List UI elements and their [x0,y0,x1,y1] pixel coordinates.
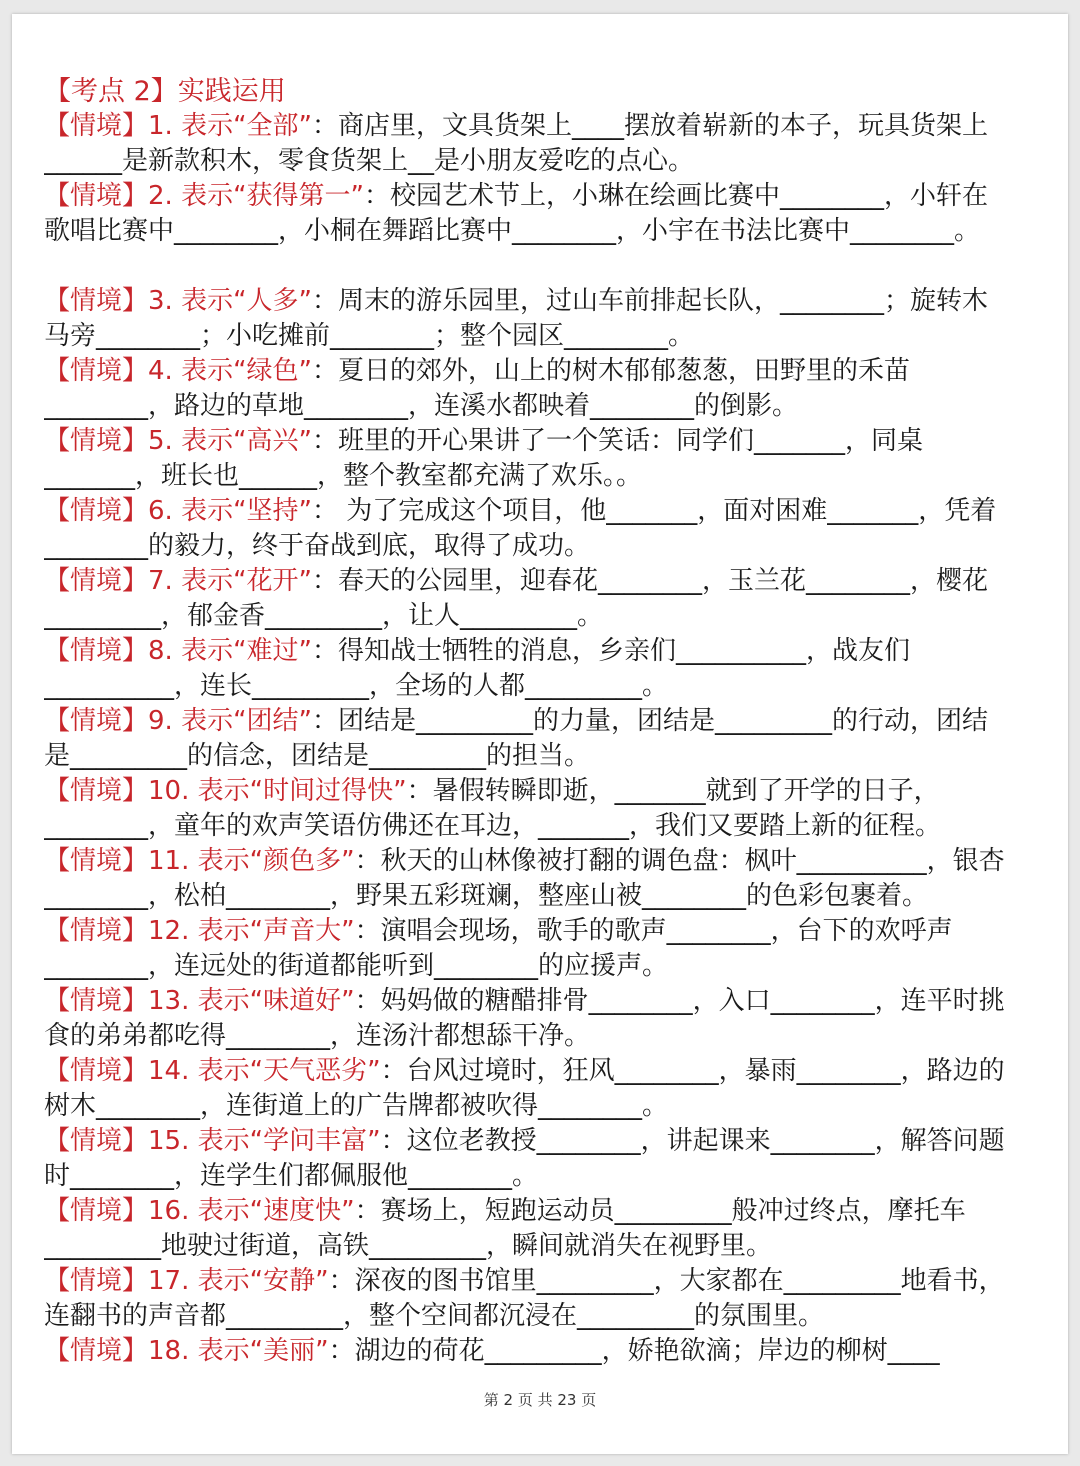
scenario-item [44,494,1012,564]
scenario-text: ：团结是_________的力量，团结是_________的行动，团结是_________的信念，团结是_________的担当。 [44,706,989,771]
scenario-label: 7. 表示“花开” [148,566,313,596]
heading-title: 实践运用 [177,76,286,107]
scenario-label: 15. 表示“学问丰富” [148,1126,381,1156]
scenario-tag: 【情境】 [44,846,149,876]
scenario-text: ：班里的开心果讲了一个笑话：同学们_______，同桌_______，班长也______，整个教室都充满了欢乐。。 [44,426,924,491]
scenario-text: ：暑假转瞬即逝，_______就到了开学的日子，________，童年的欢声笑语仿佛还在耳边，_______，我们又要踏上新的征程。 [44,776,942,841]
scenario-tag: 【情境】 [44,286,149,316]
scenario-text: ：妈妈做的糖醋排骨________，入口________，连平时挑食的弟弟都吃得________，连汤汁都想舔干净。 [44,986,1005,1051]
scenario-tag: 【情境】 [44,1196,149,1226]
scenario-text: ：赛场上，短跑运动员_________般冲过终点，摩托车_________地驶过街道，高铁_________，瞬间就消失在视野里。 [44,1196,966,1261]
scenario-label: 14. 表示“天气恶劣” [148,1056,381,1086]
scenario-item [44,634,1012,704]
scenario-label: 13. 表示“味道好” [148,986,355,1016]
scenario-label: 8. 表示“难过” [148,636,313,666]
scenario-label: 9. 表示“团结” [148,706,313,736]
scenario-text: ：夏日的郊外，山上的树木郁郁葱葱，田野里的禾苗________，路边的草地________，连溪水都映着________的倒影。 [44,356,911,421]
scenario-label: 6. 表示“坚持” [148,496,313,526]
scenario-tag: 【情境】 [44,1266,149,1296]
scenario-item [44,1054,1012,1124]
scenario-text: ：演唱会现场，歌手的歌声________，台下的欢呼声________，连远处的街道都能听到________的应援声。 [44,916,953,981]
scenario-item [44,914,1012,984]
scenario-label: 16. 表示“速度快” [148,1196,355,1226]
scenario-label: 18. 表示“美丽” [148,1336,329,1366]
scenario-item [44,564,1012,634]
scenario-text: ：商店里，文具货架上____摆放着崭新的本子，玩具货架上______是新款积木，零食货架上__是小朋友爱吃的点心。 [44,111,989,176]
scenario-text: ：台风过境时，狂风________，暴雨________，路边的树木________，连街道上的广告牌都被吹得________。 [44,1056,1005,1121]
scenario-tag: 【情境】 [44,706,149,736]
scenario-item [44,844,1012,914]
scenario-label: 10. 表示“时间过得快” [148,776,407,806]
scenario-text: ：得知战士牺牲的消息，乡亲们__________，战友们__________，连长_________，全场的人都_________。 [44,636,911,701]
scenario-label: 2. 表示“获得第一” [148,181,365,211]
scenario-tag: 【情境】 [44,1126,149,1156]
scenario-item [44,284,1012,354]
scenario-label: 11. 表示“颜色多” [148,846,355,876]
scenario-label: 3. 表示“人多” [148,286,313,316]
scenario-item [44,354,1012,424]
scenario-text: ：秋天的山林像被打翻的调色盘：枫叶__________，银杏________，松柏________，野果五彩斑斓，整座山被________的色彩包裹着。 [44,846,1005,911]
scenario-label: 5. 表示“高兴” [148,426,313,456]
scenario-item [44,1264,1012,1334]
scenario-item [44,424,1012,494]
heading-bracket: 【考点 2】 [44,76,178,107]
section-heading [44,74,1012,109]
scenario-text: ：春天的公园里，迎春花________，玉兰花________，樱花_________，郁金香_________，让人_________。 [44,566,989,631]
scenario-item [44,984,1012,1054]
scenario-text: ：周末的游乐园里，过山车前排起长队，________；旋转木马旁________；小吃摊前________；整个园区________。 [44,286,989,351]
page-number-footer: 第 2 页 共 23 页 [483,1391,597,1409]
scenario-item [44,179,1012,284]
scenario-label: 4. 表示“绿色” [148,356,313,386]
scenario-label: 17. 表示“安静” [148,1266,329,1296]
scenario-tag: 【情境】 [44,636,149,666]
scenario-text: ： 为了完成这个项目，他_______，面对困难_______，凭着________的毅力，终于奋战到底，取得了成功。 [44,496,997,561]
scenario-tag: 【情境】 [44,776,149,806]
scenario-tag: 【情境】 [44,496,149,526]
scenario-item [44,109,1012,179]
scenario-tag: 【情境】 [44,181,149,211]
scenario-tag: 【情境】 [44,426,149,456]
scenario-tag: 【情境】 [44,1336,149,1366]
scenario-item [44,704,1012,774]
scenario-tag: 【情境】 [44,986,149,1016]
scenario-text: ：这位老教授________，讲起课来________，解答问题时________，连学生们都佩服他________。 [44,1126,1005,1191]
scenario-item [44,1194,1012,1264]
scenario-tag: 【情境】 [44,916,149,946]
scenario-text: ：校园艺术节上，小琳在绘画比赛中________，小轩在歌唱比赛中________，小桐在舞蹈比赛中________，小宇在书法比赛中________。 [44,181,989,246]
scenario-item [44,1124,1012,1194]
scenario-text: ：湖边的荷花_________，娇艳欲滴；岸边的柳树____ [328,1336,940,1366]
scenario-tag: 【情境】 [44,356,149,386]
scenario-item [44,1334,1012,1369]
scenario-label: 12. 表示“声音大” [148,916,355,946]
document-page [12,14,1068,1454]
scenario-item [44,774,1012,844]
scenario-tag: 【情境】 [44,111,149,141]
scenario-tag: 【情境】 [44,566,149,596]
scenario-label: 1. 表示“全部” [148,111,313,141]
scenario-tag: 【情境】 [44,1056,149,1086]
exercise-content [44,74,1012,1369]
scenario-text: ：深夜的图书馆里_________，大家都在_________地看书，连翻书的声音都_________，整个空间都沉浸在_________的氛围里。 [44,1266,1005,1331]
